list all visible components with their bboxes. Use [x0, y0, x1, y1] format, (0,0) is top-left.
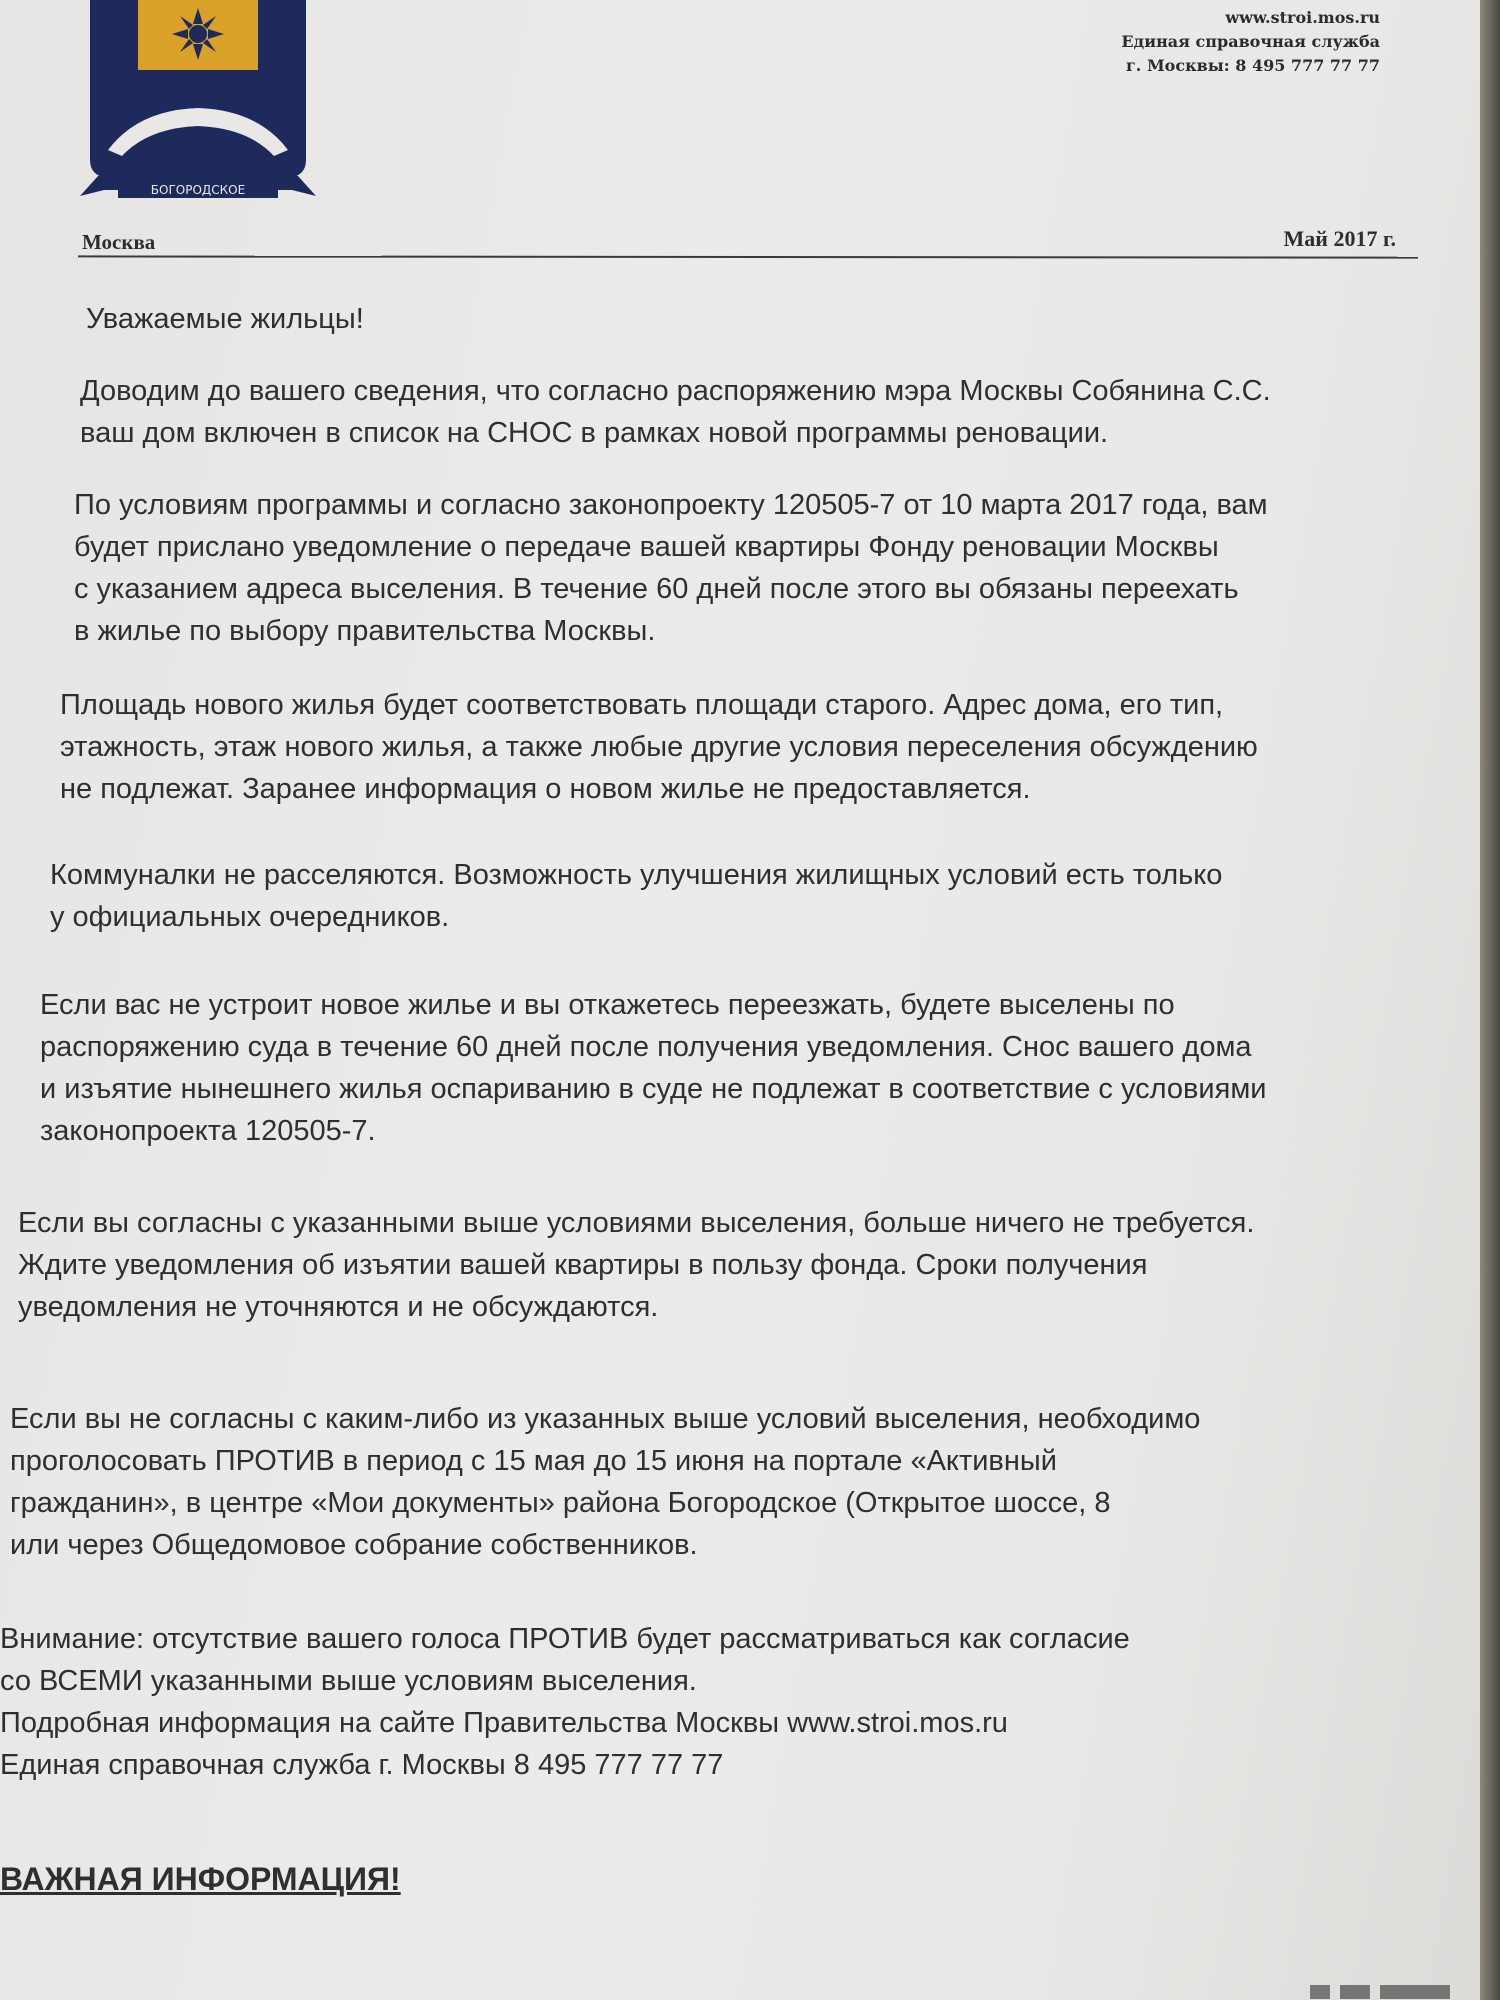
paragraph-3-line: этажность, этаж нового жилья, а также любые другие условия переселения обсуждению: [60, 731, 1258, 763]
paragraph-7-line: проголосовать ПРОТИВ в период с 15 мая до 15 июня на портале «Активный: [10, 1445, 1057, 1477]
paragraph-3-line: не подлежат. Заранее информация о новом жилье не предоставляется.: [60, 773, 1031, 805]
important-heading: ВАЖНАЯ ИНФОРМАЦИЯ!: [0, 1861, 401, 1897]
paragraph-1-line: Доводим до вашего сведения, что согласно распоряжению мэра Москвы Собянина С.С.: [80, 375, 1271, 407]
paragraph-7-line: Если вы не согласны с каким-либо из указанных выше условий выселения, необходимо: [10, 1403, 1201, 1435]
paragraph-6-line: Если вы согласны с указанными выше условиями выселения, больше ничего не требуется.: [18, 1207, 1255, 1239]
paragraph-1-line: ваш дом включен в список на СНОС в рамках новой программы реновации.: [80, 417, 1109, 449]
info-website: Подробная информация на сайте Правительства Москвы www.stroi.mos.ru: [0, 1707, 1008, 1739]
paragraph-1: [80, 370, 1410, 454]
paragraph-5-line: Если вас не устроит новое жилье и вы откажетесь переезжать, будете выселены по: [40, 989, 1175, 1021]
paragraph-2-line: По условиям программы и согласно законопроекту 120505-7 от 10 марта 2017 года, вам: [74, 489, 1268, 521]
paragraph-2-line: будет прислано уведомление о передаче вашей квартиры Фонду реновации Москвы: [74, 531, 1219, 563]
bogorodskoye-crest-logo: [78, 0, 318, 205]
paragraph-5-line: распоряжению суда в течение 60 дней после получения уведомления. Снос вашего дома: [40, 1031, 1252, 1063]
paragraph-2: [74, 484, 1420, 652]
city-label: Москва: [82, 230, 156, 254]
paragraph-6-line: Ждите уведомления об изъятии вашей квартиры в пользу фонда. Сроки получения: [18, 1249, 1148, 1281]
service-line-2: г. Москвы: 8 495 777 77 77: [1126, 56, 1380, 75]
paragraph-6-line: уведомления не уточняются и не обсуждаются.: [18, 1291, 659, 1323]
greeting: Уважаемые жильцы!: [86, 303, 364, 335]
paragraph-8: [0, 1618, 1480, 1702]
paragraph-4-line: у официальных очередников.: [50, 901, 450, 933]
paragraph-4: [50, 854, 1460, 938]
website-text: www.stroi.mos.ru: [1225, 8, 1380, 27]
paragraph-2-line: в жилье по выбору правительства Москвы.: [74, 615, 656, 647]
paragraph-7-line: или через Общедомовое собрание собственников.: [10, 1529, 698, 1561]
date-label: Май 2017 г.: [1283, 226, 1396, 251]
paragraph-5-line: и изъятие нынешнего жилья оспариванию в суде не подлежат в соответствие с условиями: [40, 1073, 1267, 1105]
paragraph-6: [18, 1202, 1480, 1328]
info-phone: Единая справочная служба г. Москвы 8 495 777 77 77: [0, 1749, 724, 1781]
paragraph-3: [60, 684, 1450, 810]
paragraph-7-line: гражданин», в центре «Мои документы» района Богородское (Открытое шоссе, 8: [10, 1487, 1111, 1519]
paragraph-5-line: законопроекта 120505-7.: [40, 1115, 376, 1147]
header-divider: [78, 255, 1418, 258]
paragraph-7: [10, 1398, 1480, 1566]
svg-text:БОГОРОДСКОЕ: БОГОРОДСКОЕ: [150, 183, 246, 197]
service-line-1: Единая справочная служба: [1121, 32, 1380, 51]
paragraph-2-line: с указанием адреса выселения. В течение 60 дней после этого вы обязаны переехать: [74, 573, 1239, 605]
paragraph-4-line: Коммуналки не расселяются. Возможность улучшения жилищных условий есть только: [50, 859, 1223, 891]
contact-header: [1121, 6, 1380, 78]
paragraph-8-line: со ВСЕМИ указанными выше условиям выселения.: [0, 1665, 697, 1697]
paragraph-3-line: Площадь нового жилья будет соответствовать площади старого. Адрес дома, его тип,: [60, 689, 1224, 721]
paragraph-8-line: Внимание: отсутствие вашего голоса ПРОТИВ будет рассматриваться как согласие: [0, 1623, 1130, 1655]
page-edge-shadow: [1480, 0, 1500, 2000]
paragraph-5: [40, 984, 1480, 1152]
cut-off-signature: [1310, 1985, 1450, 1999]
